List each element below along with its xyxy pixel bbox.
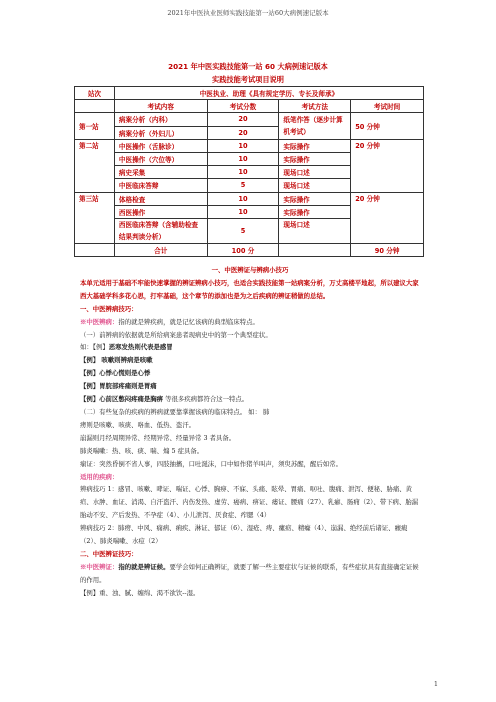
doc-subtitle: 实践技能考试项目说明 (212, 75, 284, 84)
paragraph: 痨则是咳嗽、咳痰、咯血、低热、盗汗。 (80, 420, 196, 429)
table-cell: 现场口述 (279, 166, 351, 179)
table-cell: 体格检查 (114, 192, 207, 205)
body-content (80, 264, 420, 600)
table-cell: 实际操作 (279, 152, 351, 165)
station-1: 第一站 (75, 113, 115, 139)
intro-paragraph: 本单元适用于基础不牢能快速掌握的辨证辨病小技巧，也适合实践技能第一站病案分析，万丈高楼平地起，所以建议大家西大基础学科多花心思，打牢基础，这个章节的添加也是为之后疾病的辨证稍做的总结。 (80, 278, 419, 300)
heading-bianbing: 一、中医辨病技巧： (80, 304, 138, 313)
paragraph: 肺炎喘嗽：热、咳、痰、喘、煽 5 症具备。 (80, 446, 204, 455)
table-cell: 病案分析（外妇儿） (114, 126, 207, 139)
table-cell: 西医临床答辩（含辅助检查结果判读分析） (114, 218, 207, 243)
definition-label: ※中医辨证： (80, 562, 119, 571)
table-cell: 中医临床答辩 (114, 179, 207, 192)
table-cell: 现场口述 (279, 179, 351, 192)
doc-title: 2021 年中医实践技能第一站 60 大病例速记版本 (168, 62, 328, 71)
table-cell: 现场口述 (279, 218, 351, 243)
table-cell: 10 (207, 152, 279, 165)
th-main: 中医执业、助理《具有规定学历、专长及师承》 (114, 87, 423, 100)
total-time: 90 分钟 (351, 243, 424, 256)
table-cell: 西医操作 (114, 205, 207, 218)
table-cell: 20 分钟 (351, 139, 424, 192)
definition-bold: 指的就是辨证候。 (118, 562, 170, 571)
paragraph: （一）前辨病的依据就是所给病案患者现病史中的第一个典型症状。 (80, 330, 272, 339)
table-cell: 病史采集 (114, 166, 207, 179)
example: 【例】 咳嗽则辨病是咳嗽 (80, 356, 153, 365)
definition-label: ※中医辨病： (80, 317, 119, 326)
table-cell: 20 分钟 (351, 192, 424, 243)
table-cell: 实际操作 (279, 192, 351, 205)
heading-bianzheng: 二、中医辨证技巧： (80, 549, 138, 558)
th-station: 站次 (75, 87, 115, 100)
example-text: 【例】心前区憋闷疼痛是胸痹 (80, 395, 164, 404)
definition-text: 指的就是辨疾病，就是记忆该病的典型临床特点。 (118, 317, 259, 326)
paragraph: 辨病技巧 2：肺痨、中风、痫病、痢疾、淋证、郁证（6）、湿疮、痔、瘰疬、精癃（4）、崩漏、绝经前后诸证、癥瘕（2）、肺炎喘嗽、水痘（2） (80, 524, 408, 546)
th-content: 考试内容 (114, 100, 207, 113)
th-time: 考试时间 (351, 100, 424, 113)
heading-diseases: 适用的疾病： (80, 472, 119, 481)
paragraph: 辨病技巧 1：感冒、咳嗽、哮证、喘证、心悸、胸痹、不寐、头痛、眩晕、胃痛、呕吐、腹痛、泄泻、便秘、胁痛、黄疸、水肿、血证、消渴、自汗盗汗、内伤发热、虚劳、癌病、痹证、痿证、腰痛（27）、乳癖、肠痈（2）、带下病、胎漏胎动不安、产后发热、不孕症（4）、小儿泄泻、厌食症、痄腮（4） (80, 485, 419, 520)
station-3: 第三站 (75, 192, 115, 243)
table-cell: 20 (207, 126, 279, 139)
paragraph: 崩漏则月经周期异常、经期异常、经量异常 3 者具备。 (80, 433, 236, 442)
table-cell: 病案分析（内科） (114, 113, 207, 126)
paragraph: 【例】重、浊、腻、缠绵、渴不欲饮--湿。 (80, 588, 200, 597)
exam-table (74, 86, 424, 257)
table-cell: 10 (207, 192, 279, 205)
example-prefix: 如：【例】 (80, 343, 109, 352)
definition (80, 561, 420, 587)
table-cell: 实际操作 (279, 139, 351, 152)
table-cell: 50 分钟 (351, 113, 424, 139)
total-label: 合计 (114, 243, 207, 256)
station-2: 第二站 (75, 139, 115, 192)
paragraph: （二）有些复杂的疾病的辨病就要靠掌握该病的临床特点。 如： 肺 (80, 407, 270, 416)
example-note: 等很多疾病都符合这一特点。 (163, 395, 249, 404)
example: 【例】心悸心慌则是心悸 (80, 369, 151, 378)
table-cell: 5 (207, 179, 279, 192)
definition (80, 316, 420, 329)
total-score: 100 分 (207, 243, 279, 256)
table-cell: 中医操作（舌脉诊） (114, 139, 207, 152)
example (80, 341, 420, 354)
table-cell: 10 (207, 205, 279, 218)
definition-text: 要学会如何正确辨证，就要了解一些主要症状与证候的联系，有些症状具有直接确定证候的作用。 (80, 562, 419, 584)
example: 【例】胃脘部疼痛则是胃痛 (80, 382, 157, 391)
table-cell: 10 (207, 166, 279, 179)
table-cell: 5 (207, 218, 279, 243)
paragraph: 痫证：突然昏倒不省人事，四肢抽搐，口吐涎沫，口中如作猪羊叫声，须臾苏醒，醒后如常。 (80, 459, 343, 468)
th-method: 考试方法 (279, 100, 351, 113)
table-cell: 中医操作（穴位等） (114, 152, 207, 165)
table-cell: 纸笔作答（逐步计算机考试） (279, 113, 351, 139)
table-cell: 10 (207, 139, 279, 152)
example-text: 恶寒发热则代表是感冒 (108, 343, 173, 352)
page-number: 1 (433, 680, 438, 688)
table-cell: 20 (207, 113, 279, 126)
example (80, 393, 420, 406)
table-cell: 实际操作 (279, 205, 351, 218)
page-header: 2021年中医执业医师实践技能第一站60大病例速记版本 (167, 9, 329, 17)
section-heading: 一、中医辨证与辨病小技巧 (211, 266, 289, 274)
th-score: 考试分数 (207, 100, 279, 113)
